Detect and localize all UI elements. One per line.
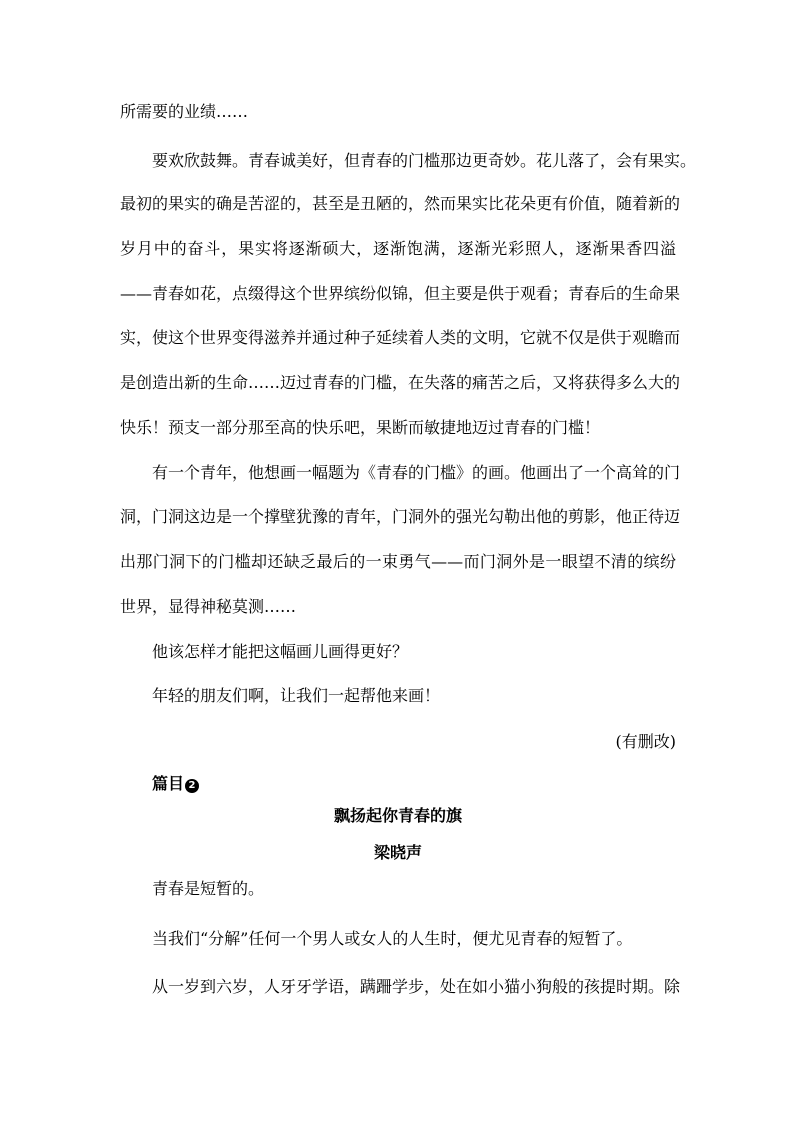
text-line: 是创造出新的生命……迈过青春的门槛，在失落的痛苦之后，又将获得多么大的	[120, 373, 681, 392]
text-line: 当我们“分解”任何一个男人或女人的人生时，便尤见青春的短暂了。	[152, 929, 633, 948]
text-line: 快乐！预支一部分那至高的快乐吧，果断而敏捷地迈过青春的门槛！	[120, 418, 601, 437]
text-line: 青春是短暂的。	[152, 879, 265, 898]
text-line: 最初的果实的确是苦涩的，甚至是丑陋的，然而果实比花朵更有价值，随着新的	[120, 194, 681, 213]
section-heading	[152, 774, 676, 794]
article-author: 梁晓声	[373, 843, 422, 862]
text-line: 他该怎样才能把这幅画儿画得更好？	[152, 642, 409, 661]
text-line: 出那门洞下的门槛却还缺乏最后的一束勇气——而门洞外是一眼望不清的缤纷	[120, 552, 676, 571]
text-line: 洞，门洞这边是一个撑壁犹豫的青年，门洞外的强光勾勒出他的剪影，他正待迈	[120, 507, 681, 526]
text-line: 有一个青年，他想画一幅题为《青春的门槛》的画。他画出了一个高耸的门	[152, 463, 681, 482]
text-line: ——青春如花，点缀得这个世界缤纷似锦，但主要是供于观看；青春后的生命果	[120, 284, 681, 303]
text-line: 年轻的朋友们啊，让我们一起帮他来画！	[152, 686, 441, 705]
text-line: 要欢欣鼓舞。青春诚美好，但青春的门槛那边更奇妙。花儿落了，会有果实。	[152, 151, 697, 170]
text-line: 世界，显得神秘莫测……	[120, 597, 297, 616]
text-line: 所需要的业绩……	[120, 102, 249, 121]
text-line: 岁月中的奋斗，果实将逐渐硕大，逐渐饱满，逐渐光彩照人，逐渐果香四溢	[120, 239, 676, 258]
section-number-badge: 2	[185, 779, 199, 793]
text-line: 实，使这个世界变得滋养并通过种子延续着人类的文明，它就不仅是供于观瞻而	[120, 328, 681, 347]
article-title: 飘扬起你青春的旗	[333, 806, 462, 825]
text-line: 从一岁到六岁，人牙牙学语，蹒跚学步，处在如小猫小狗般的孩提时期。除	[152, 977, 681, 996]
section-label: 篇目	[152, 774, 185, 793]
source-note: (有删改)	[615, 732, 676, 751]
